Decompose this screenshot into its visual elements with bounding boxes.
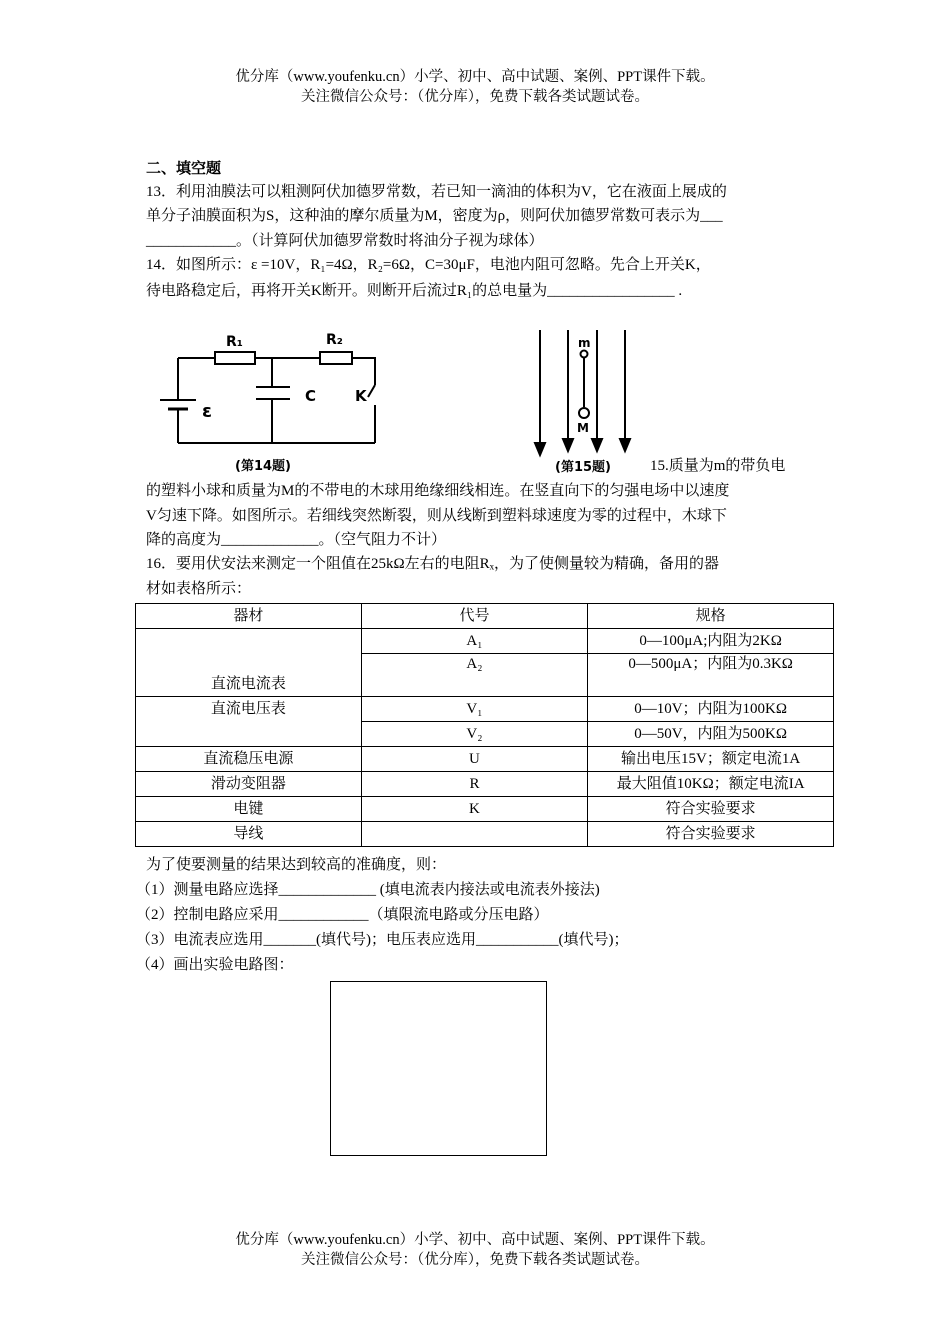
circuit-drawing-box — [330, 981, 547, 1156]
fig15-caption: (第15题) — [555, 460, 611, 475]
label-big-m: M — [577, 421, 589, 435]
q15-line3: V匀速下降。如图所示。若细线突然断裂，则从线断到塑料球速度为零的过程中，木球下 — [146, 508, 727, 524]
table-cell: V₁ — [361, 697, 588, 722]
table-cell: 输出电压15V；额定电流1A — [588, 747, 834, 772]
label-c: C — [305, 387, 317, 405]
table-header-row — [136, 604, 834, 629]
label-r2: R₂ — [326, 332, 343, 348]
label-emf: ε — [202, 401, 213, 422]
label-k: K — [355, 387, 367, 405]
q13-line1: 13．利用油膜法可以粗测阿伏加德罗常数，若已知一滴油的体积为V，它在液面上展成的 — [146, 184, 727, 200]
circuit-figure-14 — [150, 325, 410, 475]
table-cell — [361, 822, 588, 847]
page-footer-line1: 优分库（www.youfenku.cn）小学、初中、高中试题、案例、PPT课件下载。 — [235, 1232, 715, 1248]
table-cell: 0—10V；内阻为100KΩ — [588, 697, 834, 722]
q16-part1: （1）测量电路应选择_____________ (填电流表内接法或电流表外接法) — [136, 882, 600, 898]
equipment-table — [135, 603, 834, 847]
table-cell: 直流电流表 — [136, 629, 362, 697]
table-cell: K — [361, 797, 588, 822]
table-row — [136, 747, 834, 772]
label-m: m — [578, 336, 591, 350]
page-header-line1: 优分库（www.youfenku.cn）小学、初中、高中试题、案例、PPT课件下载。 — [235, 69, 715, 85]
table-cell: 直流电压表 — [136, 697, 362, 747]
table-cell: U — [361, 747, 588, 772]
label-r1: R₁ — [226, 334, 243, 350]
table-cell: V₂ — [361, 722, 588, 747]
resistor-r1 — [215, 352, 255, 364]
q13-line2: 单分子油膜面积为S，这种油的摩尔质量为M，密度为ρ，则阿伏加德罗常数可表示为___ — [146, 208, 723, 224]
table-cell: 最大阻值10KΩ；额定电流IA — [588, 772, 834, 797]
table-header: 规格 — [588, 604, 834, 629]
q15-line2: 的塑料小球和质量为M的不带电的木球用绝缘细线相连。在竖直向下的匀强电场中以速度 — [146, 483, 730, 499]
ball-m — [581, 351, 588, 358]
ball-big-m — [579, 408, 589, 418]
field-figure-15 — [525, 325, 645, 475]
table-cell: 直流稳压电源 — [136, 747, 362, 772]
q15-line1: 15.质量为m的带负电 — [650, 458, 786, 474]
table-row — [136, 772, 834, 797]
q16-line2: 材如表格所示： — [146, 581, 252, 597]
q16-part2: （2）控制电路应采用____________（填限流电路或分压电路） — [136, 907, 549, 923]
table-cell: 0—100μA;内阻为2KΩ — [588, 629, 834, 654]
q14-line1: 14．如图所示：ε =10V，R₁=4Ω，R₂=6Ω，C=30μF，电池内阻可忽略。先合上开关K， — [146, 257, 711, 273]
q14-line2: 待电路稳定后，再将开关K断开。则断开后流过R₁的总电量为_________________ . — [146, 283, 683, 299]
q16-part4: （4）画出实验电路图： — [136, 957, 294, 973]
resistor-r2 — [320, 352, 352, 364]
table-cell: 符合实验要求 — [588, 797, 834, 822]
page-header-line2: 关注微信公众号：（优分库），免费下载各类试题试卷。 — [301, 89, 649, 105]
q15-line4: 降的高度为_____________。（空气阻力不计） — [146, 532, 447, 548]
table-cell: 0—50V，内阻为500KΩ — [588, 722, 834, 747]
fig14-caption: (第14题) — [235, 459, 291, 474]
table-row — [136, 697, 834, 722]
table-row — [136, 822, 834, 847]
table-row — [136, 797, 834, 822]
table-cell: 0—500μA；内阻为0.3KΩ — [588, 654, 834, 697]
table-cell: A₁ — [361, 629, 588, 654]
q16-intro: 为了使要测量的结果达到较高的准确度，则： — [146, 857, 447, 873]
q16-line1: 16．要用伏安法来测定一个阻值在25kΩ左右的电阻Rₓ，为了使侧量较为精确，备用的器 — [146, 556, 720, 572]
table-cell: A₂ — [361, 654, 588, 697]
q13-line3: ____________。（计算阿伏加德罗常数时将油分子视为球体） — [146, 233, 544, 249]
q16-part3: （3）电流表应选用_______(填代号)；电压表应选用___________(填代号)； — [136, 932, 629, 948]
table-cell: 电键 — [136, 797, 362, 822]
table-cell: R — [361, 772, 588, 797]
table-cell: 符合实验要求 — [588, 822, 834, 847]
table-cell: 导线 — [136, 822, 362, 847]
table-row — [136, 629, 834, 654]
table-cell: 滑动变阻器 — [136, 772, 362, 797]
table-header: 器材 — [136, 604, 362, 629]
table-header: 代号 — [361, 604, 588, 629]
page-footer-line2: 关注微信公众号：（优分库），免费下载各类试题试卷。 — [301, 1252, 649, 1268]
section-title: 二、填空题 — [146, 161, 222, 177]
